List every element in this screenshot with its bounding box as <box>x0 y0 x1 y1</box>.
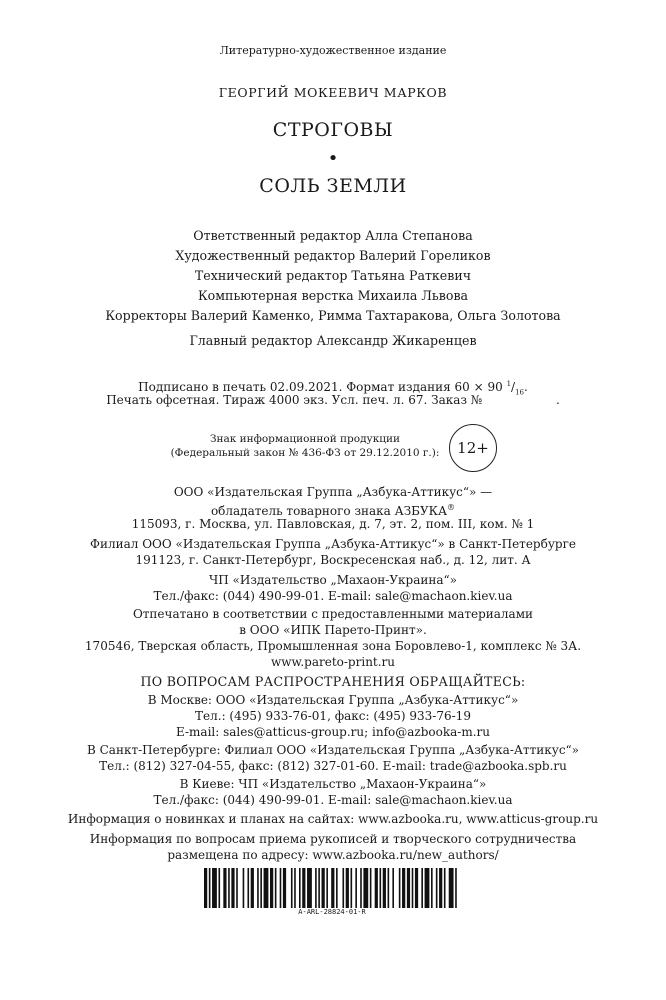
barcode-bar <box>231 868 234 908</box>
barcode-bar <box>363 868 368 908</box>
book-title-1: СТРОГОВЫ <box>272 119 394 141</box>
barcode-bar <box>315 868 317 908</box>
barcode-bar <box>331 868 334 908</box>
manuscripts-info: Информация по вопросам приема рукописей и творческого сотрудничества <box>89 832 577 846</box>
barcode-bar <box>260 868 262 908</box>
credit-line: Корректоры Валерий Каменко, Римма Тахтаракова, Ольга Золотова <box>105 308 561 323</box>
credit-line: Художественный редактор Валерий Гореликов <box>175 248 491 263</box>
title-separator: • <box>327 148 339 169</box>
distribution-moscow: В Москве: ООО «Издательская Группа „Азбука-Аттикус“» <box>147 693 519 707</box>
barcode-bar <box>370 868 372 908</box>
format-fraction-numerator: 1 <box>506 380 512 388</box>
barcode-bar <box>212 868 217 908</box>
barcode-bar <box>228 868 230 908</box>
ukraine-contacts: Тел./факс: (044) 490-99-01. E-mail: sale@machaon.kiev.ua <box>153 589 513 603</box>
barcode-bar <box>257 868 259 908</box>
barcode-bar <box>275 868 277 908</box>
age-sign-line: (Федеральный закон № 436-ФЗ от 29.12.2010 г.): <box>170 447 440 459</box>
barcode-bar <box>294 868 296 908</box>
distribution-kiev-contacts: Тел./факс: (044) 490-99-01. E-mail: sale@machaon.kiev.ua <box>153 793 513 807</box>
barcode-bar <box>380 868 382 908</box>
printer-address: 170546, Тверская область, Промышленная зона Боровлево-1, комплекс № 3А. <box>84 639 582 653</box>
print-info-text: Подписано в печать 02.09.2021. Формат издания 60 × 90 <box>138 380 503 394</box>
branch-line: Филиал ООО «Издательская Группа „Азбука-Аттикус“» в Санкт-Петербурге <box>90 537 576 551</box>
edition-type: Литературно-художественное издание <box>219 44 447 57</box>
barcode-bar <box>415 868 418 908</box>
barcode-bar <box>383 868 386 908</box>
book-title-2: СОЛЬ ЗЕМЛИ <box>259 175 407 197</box>
barcode-bar <box>402 868 405 908</box>
printer-line: в ООО «ИПК Парето-Принт». <box>239 623 427 637</box>
barcode-bar <box>412 868 414 908</box>
barcode-bar <box>436 868 438 908</box>
print-info-end: . <box>555 393 560 407</box>
barcode-bar <box>407 868 410 908</box>
branch-address: 191123, г. Санкт-Петербург, Воскресенская наб., д. 12, лит. А <box>135 553 531 567</box>
printer-website: www.pareto-print.ru <box>270 655 396 669</box>
age-rating-badge: 12+ <box>449 424 497 472</box>
barcode-bar <box>360 868 362 908</box>
publisher-line: ООО «Издательская Группа „Азбука-Аттикус“» — <box>173 485 493 499</box>
barcode <box>204 868 460 908</box>
credit-line: Ответственный редактор Алла Степанова <box>193 228 473 243</box>
credit-line: Технический редактор Татьяна Раткевич <box>194 268 472 283</box>
barcode-bar <box>431 868 433 908</box>
barcode-bar <box>218 868 220 908</box>
barcode-bar <box>336 868 338 908</box>
barcode-bar <box>392 868 394 908</box>
printer-line: Отпечатано в соответствии с предоставленными материалами <box>132 607 534 621</box>
publisher-address: 115093, г. Москва, ул. Павловская, д. 7, эт. 2, пом. III, ком. № 1 <box>131 517 535 531</box>
barcode-bar <box>270 868 273 908</box>
barcode-bar <box>302 868 305 908</box>
barcode-bar <box>444 868 446 908</box>
ukraine-line: ЧП «Издательство „Махаон-Украина“» <box>209 573 457 587</box>
barcode-bar <box>322 868 325 908</box>
barcode-label: A-ARL-28824-01-R <box>298 908 366 916</box>
print-info-text: Печать офсетная. Тираж 4000 экз. Усл. печ. л. 67. Заказ № <box>106 393 483 407</box>
barcode-bar <box>421 868 423 908</box>
distribution-moscow-phones: Тел.: (495) 933-76-01, факс: (495) 933-76-19 <box>195 709 471 723</box>
barcode-bar <box>425 868 430 908</box>
age-sign-text <box>170 432 440 460</box>
format-fraction-denominator: 16 <box>515 388 524 397</box>
distribution-heading: ПО ВОПРОСАМ РАСПРОСТРАНЕНИЯ ОБРАЩАЙТЕСЬ: <box>140 674 526 689</box>
barcode-bar <box>399 868 401 908</box>
barcode-bar <box>291 868 293 908</box>
age-sign-line: Знак информационной продукции <box>209 433 401 445</box>
distribution-moscow-email: E-mail: sales@atticus-group.ru; info@azbooka-m.ru <box>176 725 490 739</box>
barcode-bar <box>283 868 286 908</box>
barcode-bar <box>346 868 349 908</box>
barcode-bar <box>280 868 282 908</box>
barcode-bar <box>247 868 249 908</box>
credit-line: Компьютерная верстка Михаила Львова <box>197 288 469 303</box>
barcode-bar <box>209 868 211 908</box>
barcode-bar <box>251 868 254 908</box>
barcode-bar <box>264 868 269 908</box>
barcode-bar <box>318 868 320 908</box>
barcode-bar <box>375 868 378 908</box>
barcode-bar <box>449 868 454 908</box>
barcode-bar <box>326 868 328 908</box>
distribution-spb-contacts: Тел.: (812) 327-04-55, факс: (812) 327-01-60. E-mail: trade@azbooka.spb.ru <box>99 759 567 773</box>
author-name: ГЕОРГИЙ МОКЕЕВИЧ МАРКОВ <box>218 85 448 100</box>
barcode-bar <box>455 868 457 908</box>
manuscripts-url: размещена по адресу: www.azbooka.ru/new_authors/ <box>167 848 499 862</box>
barcode-bar <box>299 868 301 908</box>
barcode-bar <box>388 868 390 908</box>
registered-mark-icon: ® <box>447 503 456 512</box>
distribution-kiev: В Киеве: ЧП «Издательство „Махаон-Украина“» <box>179 777 487 791</box>
barcode-bar <box>223 868 226 908</box>
print-info-end: . <box>524 380 528 394</box>
barcode-bar <box>355 868 357 908</box>
barcode-bar <box>351 868 353 908</box>
sites-info: Информация о новинках и планах на сайтах: www.azbooka.ru, www.atticus-group.ru <box>67 812 599 826</box>
format-fraction-slash: / <box>511 380 516 394</box>
barcode-bar <box>439 868 442 908</box>
distribution-spb: В Санкт-Петербурге: Филиал ООО «Издательская Группа „Азбука-Аттикус“» <box>86 743 580 757</box>
print-info-line-2 <box>0 392 666 408</box>
barcode-bar <box>204 868 207 908</box>
barcode-bar <box>342 868 344 908</box>
barcode-bar <box>236 868 238 908</box>
chief-editor: Главный редактор Александр Жикаренцев <box>189 333 477 348</box>
barcode-bar <box>307 868 312 908</box>
barcode-bar <box>243 868 245 908</box>
trademark-text: обладатель товарного знака АЗБУКА <box>210 504 448 518</box>
